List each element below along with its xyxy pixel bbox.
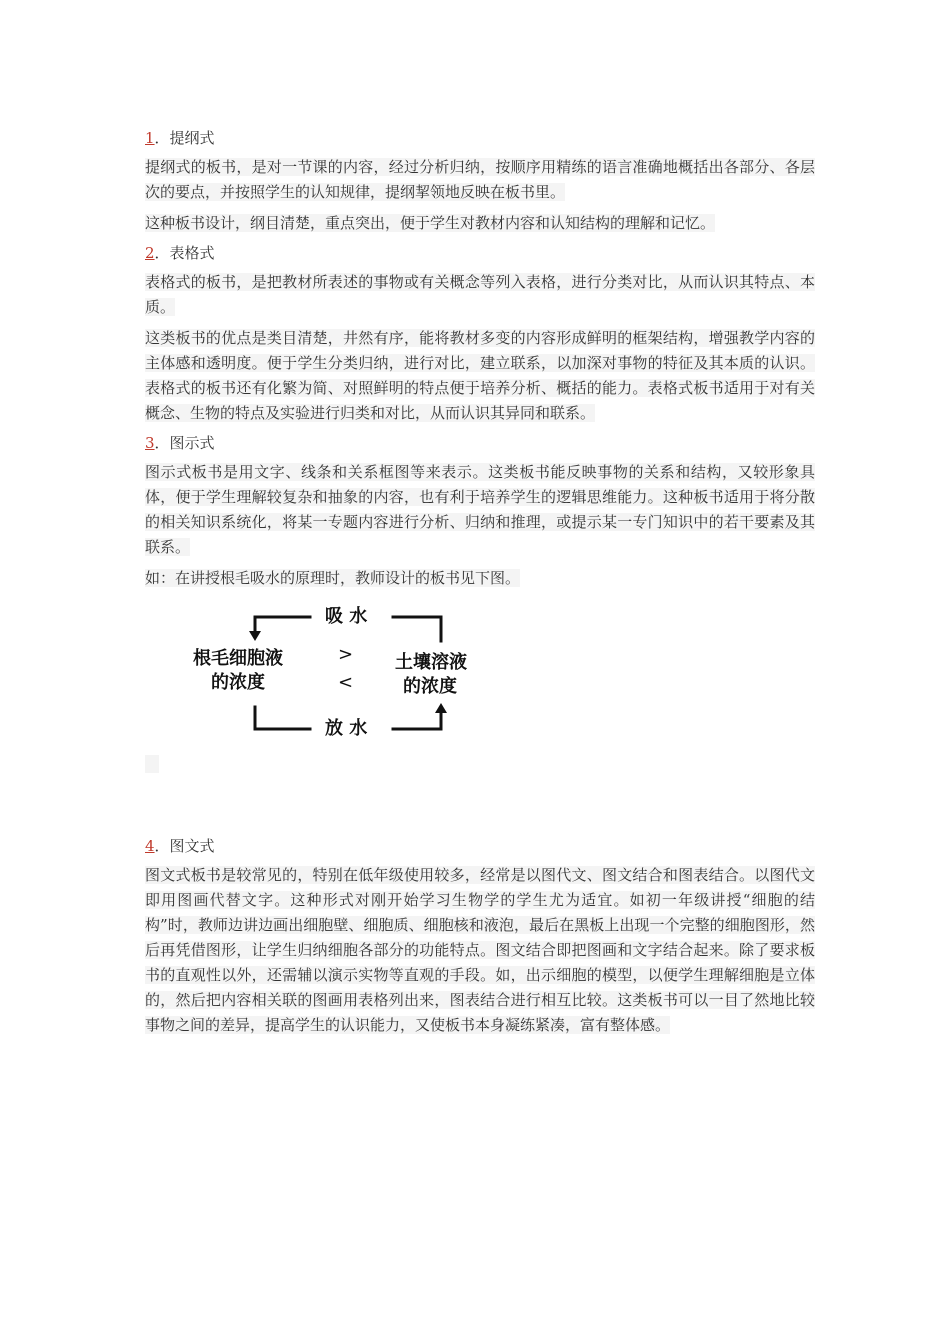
empty-highlight-block — [145, 755, 159, 773]
diagram-right-line-2: 的浓度 — [403, 676, 457, 697]
bottom-right-connector — [393, 709, 441, 729]
section-4-heading — [145, 835, 815, 857]
diagram-right-line-1: 土壤溶液 — [395, 652, 467, 673]
bottom-left-connector — [255, 707, 310, 729]
up-arrowhead — [435, 703, 447, 713]
root-water-absorption-diagram — [183, 601, 523, 751]
section-4-paragraph-1: 图文式板书是较常见的，特别在低年级使用较多，经常是以图代文、图文结合和图表结合。以图代文即用图画代替文字。这种形式对刚开始学习生物学的学生尤为适宜。如初一年级讲授“细胞的结构”时，教师边讲边画出细胞壁、细胞质、细胞核和液泡，最后在黑板上出现一个完整的细胞图形，然后再凭借图形，让学生归纳细胞各部分的功能特点。图文结合即把图画和文字结合起来。除了要求板书的直观性以外，还需辅以演示实物等直观的手段。如，出示细胞的模型，以便学生理解细胞是立体的，然后把内容相关联的图画用表格列出来，图表结合进行相互比较。这类板书可以一目了然地比较事物之间的差异，提高学生的认识能力，又使板书本身凝练紧凑，富有整体感。 — [145, 866, 815, 1034]
section-3-heading — [145, 432, 815, 454]
section-2-title: ．表格式 — [154, 244, 215, 262]
section-2-paragraph-2: 这类板书的优点是类目清楚，井然有序，能将教材多变的内容形成鲜明的框架结构，增强教学内容的主体感和透明度。便于学生分类归纳，进行对比，建立联系，以加深对事物的特征及其本质的认识。表格式的板书还有化繁为简、对照鲜明的特点便于培养分析、概括的能力。表格式板书适用于对有关概念、生物的特点及实验进行归类和对比，从而认识其异同和联系。 — [145, 329, 815, 422]
top-right-connector — [393, 617, 441, 641]
section-2-paragraph-1: 表格式的板书，是把教材所表述的事物或有关概念等列入表格，进行分类对比，从而认识其特点、本质。 — [145, 273, 815, 316]
section-4-number[interactable]: 4 — [145, 837, 155, 855]
spacer — [145, 773, 815, 835]
section-3-paragraph-1: 图示式板书是用文字、线条和关系框图等来表示。这类板书能反映事物的关系和结构，又较形象具体，便于学生理解较复杂和抽象的内容，也有利于培养学生的逻辑思维能力。这种板书适用于将分散的相关知识系统化，将某一专题内容进行分析、归纳和推理，或提示某一专门知识中的若干要素及其联系。 — [145, 463, 815, 556]
diagram-left-line-2: 的浓度 — [211, 672, 265, 693]
section-4-title: ．图文式 — [154, 837, 215, 855]
section-2-heading — [145, 242, 815, 264]
diagram-top-label: 吸 水 — [325, 606, 368, 627]
top-left-connector — [255, 617, 310, 635]
diagram-bottom-label: 放 水 — [325, 718, 368, 739]
section-1-title: ．提纲式 — [154, 129, 215, 147]
section-1-paragraph-2: 这种板书设计，纲目清楚，重点突出，便于学生对教材内容和认知结构的理解和记忆。 — [145, 214, 716, 232]
diagram-left-line-1: 根毛细胞液 — [193, 648, 283, 669]
section-1-paragraph-1: 提纲式的板书，是对一节课的内容，经过分析归纳，按顺序用精练的语言准确地概括出各部分、各层次的要点，并按照学生的认知规律，提纲挈领地反映在板书里。 — [145, 158, 815, 201]
section-2-number[interactable]: 2 — [145, 244, 155, 262]
diagram-less-sign: < — [338, 672, 354, 693]
section-1-number[interactable]: 1 — [145, 129, 155, 147]
document-page — [145, 127, 815, 1044]
down-arrowhead — [249, 631, 261, 641]
section-3-title: ．图示式 — [154, 434, 215, 452]
diagram-greater-sign: > — [338, 644, 354, 665]
section-1-heading — [145, 127, 815, 149]
section-3-number[interactable]: 3 — [145, 434, 155, 452]
section-3-paragraph-2: 如：在讲授根毛吸水的原理时，教师设计的板书见下图。 — [145, 569, 521, 587]
